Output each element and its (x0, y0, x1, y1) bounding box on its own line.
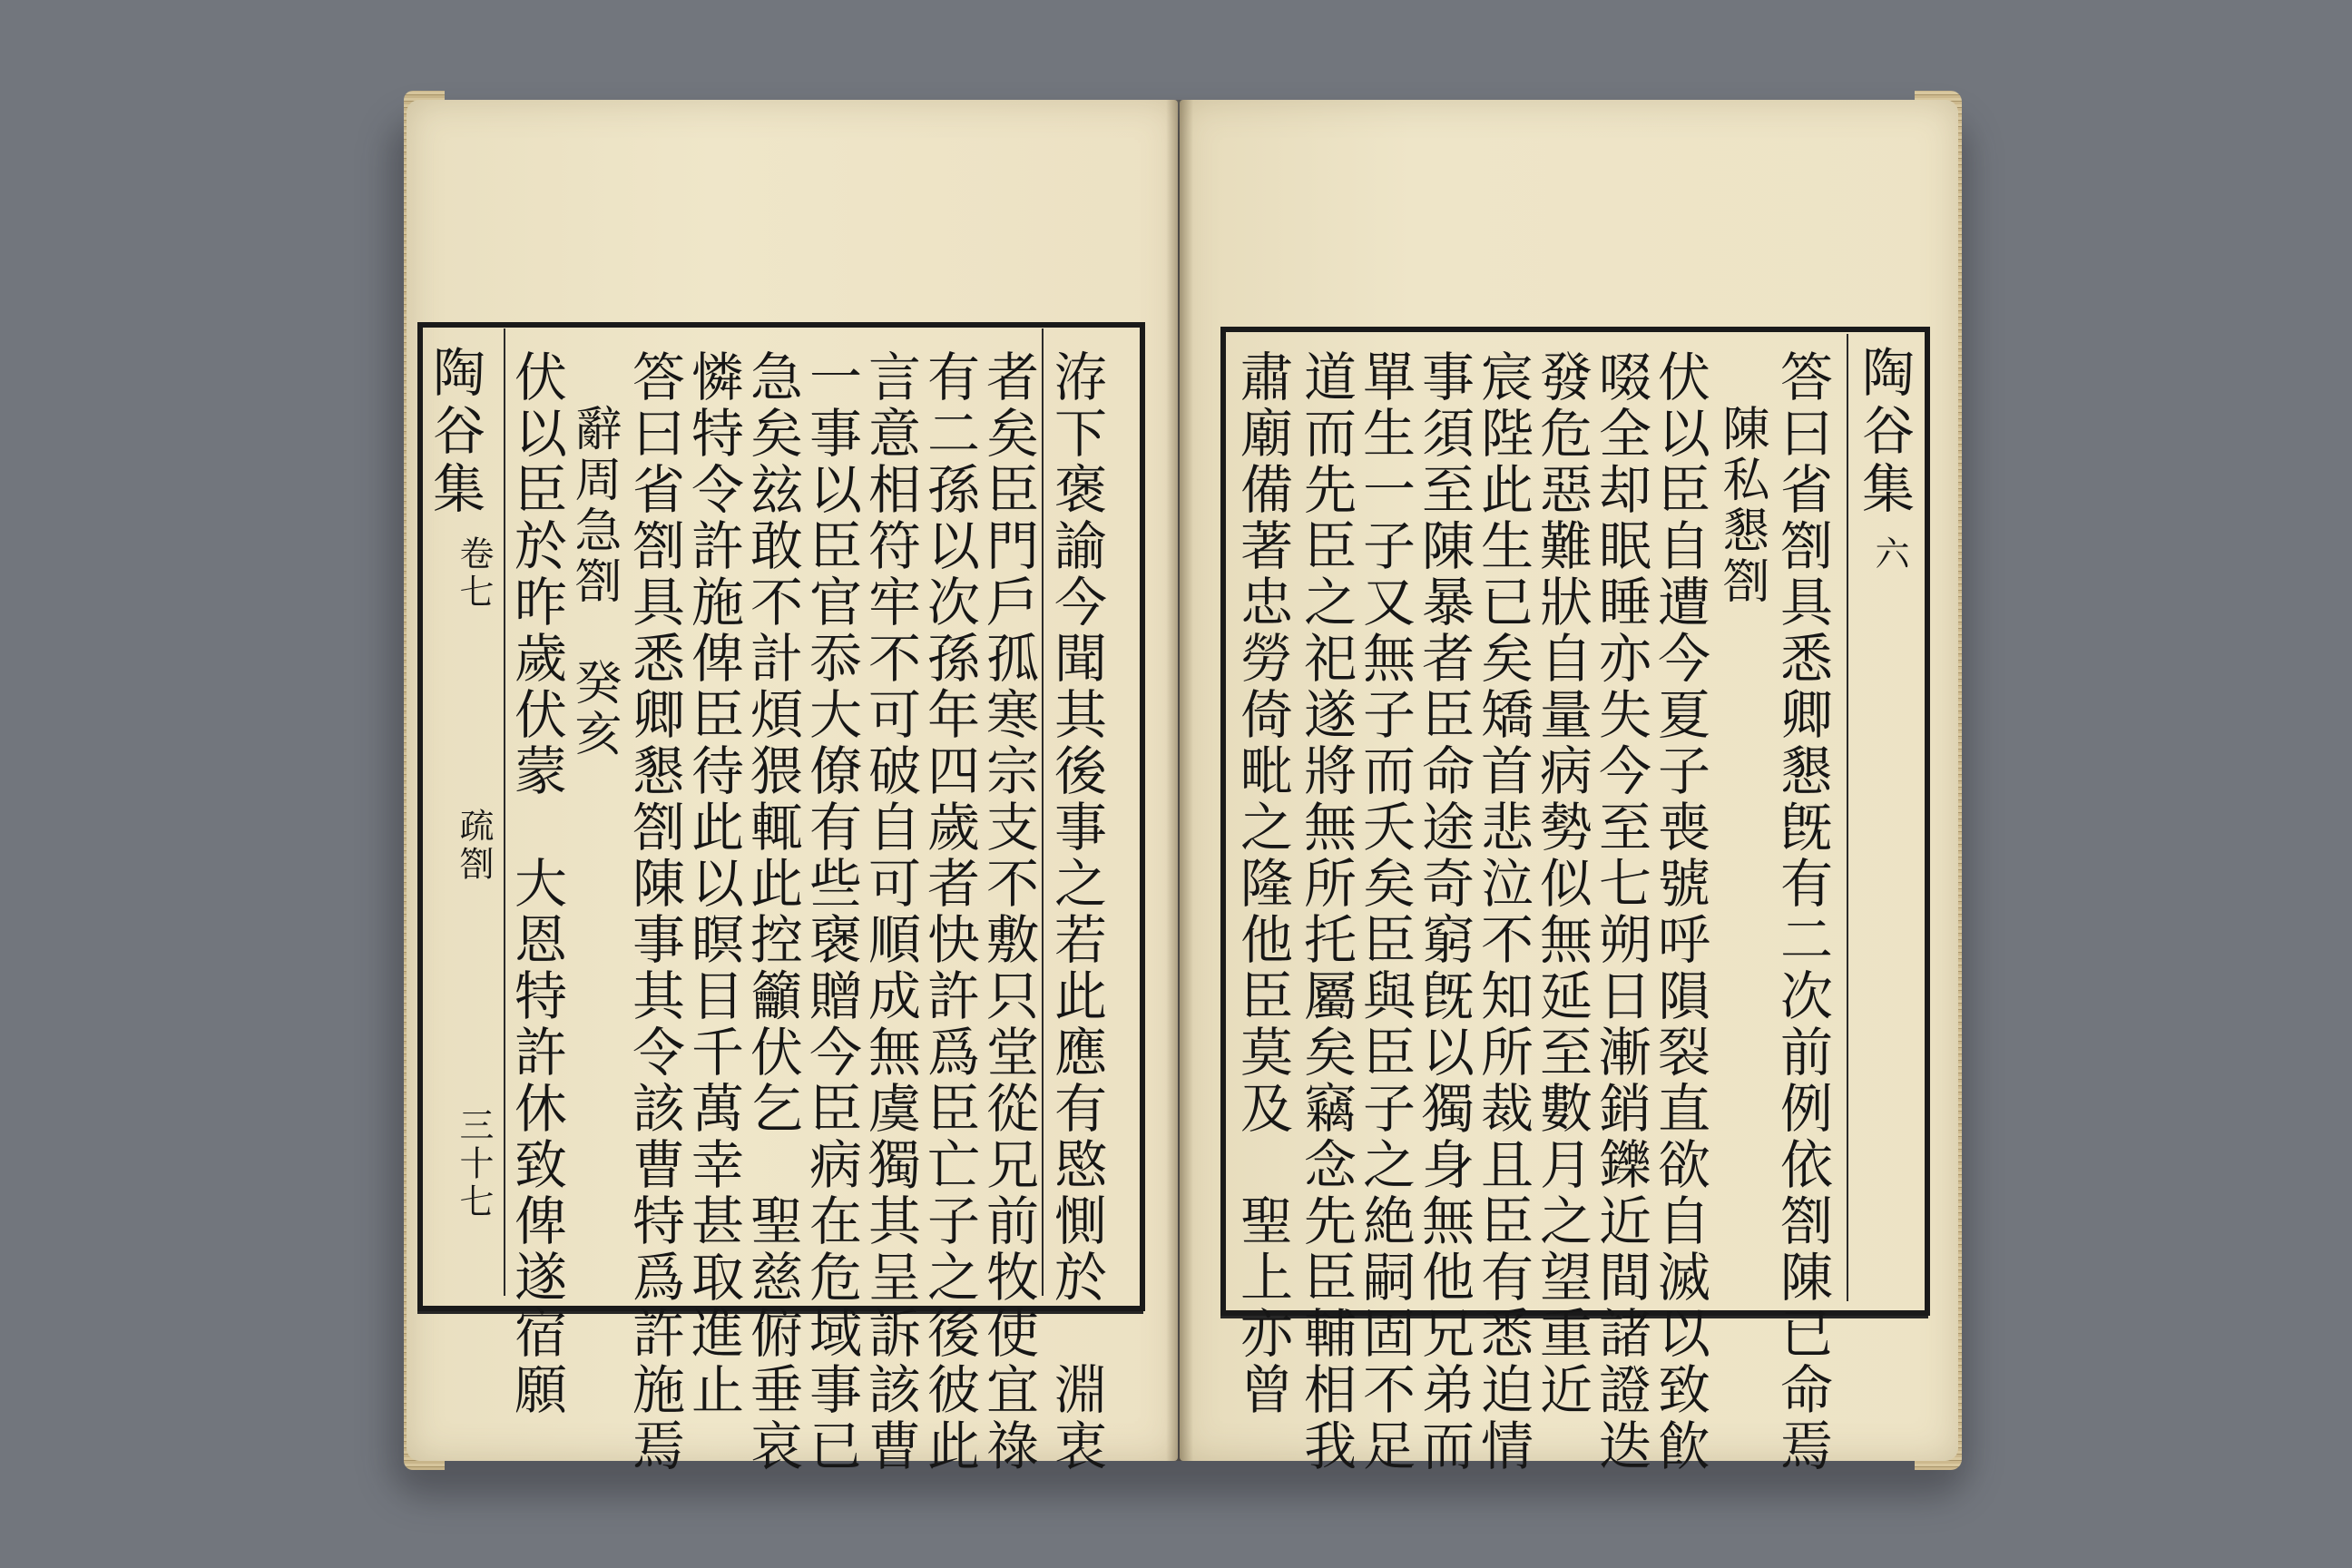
left-strip-section: 疏劄 (454, 808, 494, 884)
left-col-10: 洊下褒諭今聞其後事之若此應有愍惻於 淵衷 (1045, 349, 1107, 1475)
left-col-3: 答曰省劄具悉卿懇劄陳事其令該曹特爲許施焉 (623, 349, 685, 1475)
left-inner-rule (1042, 328, 1044, 1296)
right-col-5: 發危惡難狀自量病勢似無延至數月之望重近 (1531, 349, 1592, 1418)
left-col-9: 者矣臣門戶孤寒宗支不敷只堂從兄前牧使宜祿 (977, 349, 1039, 1475)
right-col-7: 事須至陳暴者臣命途奇窮旣以獨身無他兄弟而 (1413, 349, 1475, 1475)
left-strip-volume: 卷七 (454, 535, 494, 612)
left-page-number: 三十七 (454, 1107, 494, 1221)
left-col-2: 辭周急劄 癸亥 (566, 404, 621, 760)
right-strip-volume: 六 (1869, 535, 1909, 573)
right-col-6: 宸陛此生已矣矯首悲泣不知所裁且臣有悉迫情 (1472, 349, 1534, 1475)
right-strip-title: 陶谷集 (1853, 345, 1915, 519)
right-col-9: 道而先臣之祀遂將無所托屬矣竊念先臣輔相我 (1295, 349, 1357, 1475)
book-gutter (1166, 100, 1193, 1461)
right-col-10: 肅廟備著忠勞倚毗之隆他臣莫及 聖上亦曾 (1231, 349, 1293, 1418)
right-col-8: 單生一子又無子而夭矣臣與臣子之絶嗣固不足 (1354, 349, 1416, 1475)
left-strip-title: 陶谷集 (424, 345, 485, 519)
left-col-4: 憐特令許施俾臣待此以瞑目千萬幸甚取進止 (682, 349, 744, 1418)
right-col-2: 陳私懇劄 (1714, 404, 1769, 607)
right-col-3: 伏以臣自遭今夏子喪號呼隕裂直欲自滅以致飮 (1649, 349, 1710, 1475)
left-col-5: 急矣玆敢不計煩猥輒此控籲伏乞 聖慈俯垂哀 (741, 349, 803, 1475)
left-col-7: 言意相符牢不可破自可順成無虞獨其呈訴該曹 (859, 349, 921, 1475)
left-col-8: 有二孫以次孫年四歲者快許爲臣亡子之後彼此 (918, 349, 980, 1475)
right-col-1: 答曰省劄具悉卿懇旣有二次前例依劄陳已命焉 (1771, 349, 1833, 1475)
left-col-1: 伏以臣於昨歲伏蒙 大恩特許休致俾遂宿願 (505, 349, 567, 1418)
left-col-6: 一事以臣官忝大僚有些襃贈今臣病在危域事已 (800, 349, 862, 1475)
right-strip-rule (1847, 334, 1848, 1301)
right-col-4: 啜全却眠睡亦失今至七朔日漸銷鑠近間諸證迭 (1590, 349, 1651, 1475)
